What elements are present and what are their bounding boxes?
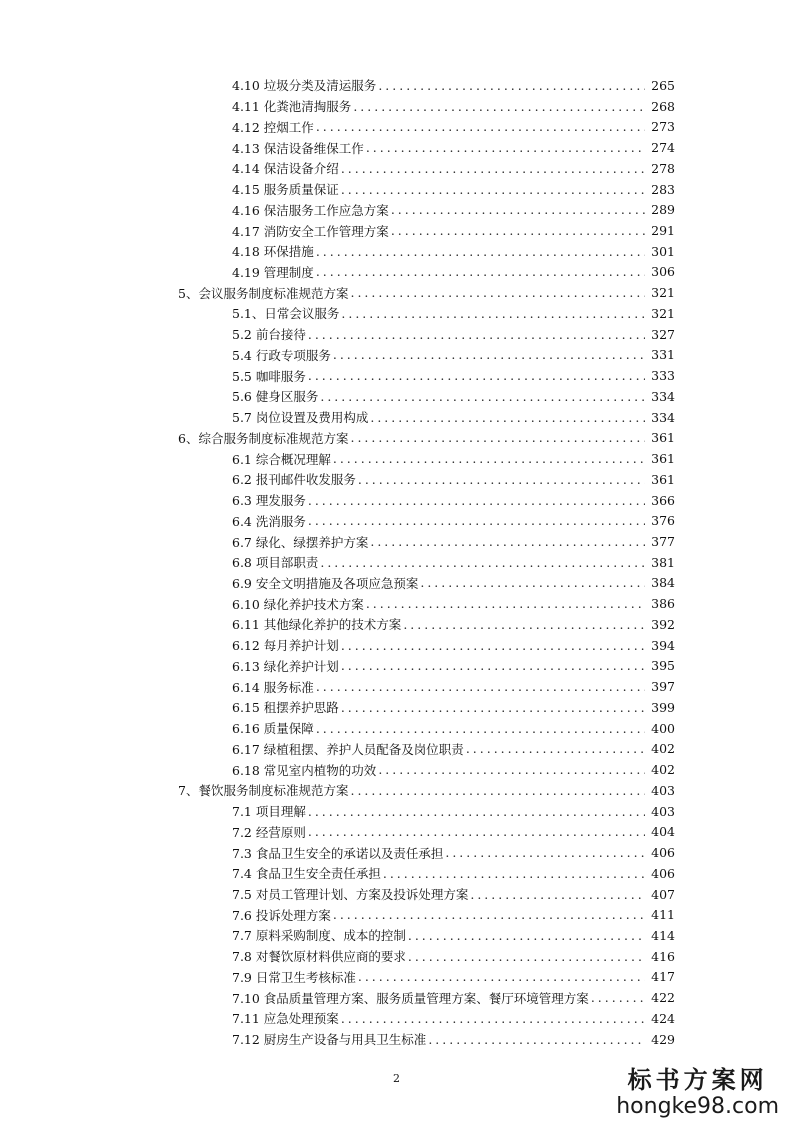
toc-entry-page: 268 [651, 98, 675, 114]
toc-section-entry[interactable] [0, 593, 793, 614]
toc-entry-title: 6.16 质量保障 [232, 721, 314, 737]
toc-section-entry[interactable] [0, 490, 793, 511]
toc-leader-dots [445, 845, 645, 860]
toc-section-entry[interactable] [0, 718, 793, 739]
toc-entry-page: 416 [651, 948, 675, 964]
toc-leader-dots [341, 658, 645, 673]
toc-entry-page: 386 [651, 596, 675, 612]
toc-entry-page: 402 [651, 762, 675, 778]
toc-entry-title: 6.11 其他绿化养护的技术方案 [232, 617, 402, 633]
toc-leader-dots [316, 119, 645, 134]
toc-section-entry[interactable] [0, 510, 793, 531]
toc-leader-dots [341, 306, 645, 321]
toc-entry-page: 403 [651, 803, 675, 819]
toc-entry-title: 6.17 绿植租摆、养护人员配备及岗位职责 [232, 741, 464, 757]
toc-entry-title: 6.7 绿化、绿摆养护方案 [232, 534, 369, 550]
toc-entry-title: 5.1、日常会议服务 [232, 306, 340, 322]
toc-entry-page: 327 [651, 326, 675, 342]
toc-chapter-entry[interactable] [0, 427, 793, 448]
toc-leader-dots [383, 866, 645, 881]
toc-entry-title: 4.13 保洁设备维保工作 [232, 140, 364, 156]
toc-section-entry[interactable] [0, 407, 793, 428]
toc-entry-title: 4.18 环保措施 [232, 244, 314, 260]
toc-leader-dots [320, 389, 645, 404]
toc-leader-dots [316, 679, 645, 694]
toc-entry-page: 397 [651, 679, 675, 695]
toc-section-entry[interactable] [0, 573, 793, 594]
toc-section-entry[interactable] [0, 801, 793, 822]
toc-section-entry[interactable] [0, 448, 793, 469]
toc-chapter-entry[interactable] [0, 282, 793, 303]
toc-leader-dots [341, 161, 645, 176]
toc-entry-page: 424 [651, 1010, 675, 1026]
toc-entry-title: 7、餐饮服务制度标准规范方案 [178, 783, 349, 799]
toc-entry-page: 392 [651, 616, 675, 632]
toc-entry-page: 301 [651, 243, 675, 259]
toc-leader-dots [350, 430, 645, 445]
toc-leader-dots [366, 596, 645, 611]
toc-leader-dots [378, 762, 645, 777]
toc-section-entry[interactable] [0, 925, 793, 946]
toc-entry-title: 6.1 综合概况理解 [232, 451, 331, 467]
toc-leader-dots [316, 264, 645, 279]
table-of-contents [0, 75, 793, 1050]
toc-entry-page: 411 [651, 907, 675, 923]
toc-section-entry[interactable] [0, 531, 793, 552]
toc-entry-title: 4.12 控烟工作 [232, 119, 314, 135]
toc-entry-page: 429 [651, 1031, 675, 1047]
toc-section-entry[interactable] [0, 241, 793, 262]
toc-entry-title: 5、会议服务制度标准规范方案 [178, 285, 349, 301]
toc-entry-title: 6.2 报刊邮件收发服务 [232, 472, 356, 488]
toc-leader-dots [370, 410, 645, 425]
toc-leader-dots [350, 783, 645, 798]
toc-entry-page: 333 [651, 368, 675, 384]
toc-section-entry[interactable] [0, 904, 793, 925]
toc-leader-dots [366, 140, 645, 155]
toc-entry-page: 366 [651, 492, 675, 508]
toc-entry-title: 7.1 项目理解 [232, 804, 306, 820]
toc-entry-page: 289 [651, 202, 675, 218]
toc-entry-page: 402 [651, 741, 675, 757]
toc-entry-page: 400 [651, 720, 675, 736]
toc-entry-title: 7.2 经营原则 [232, 824, 306, 840]
toc-entry-title: 4.15 服务质量保证 [232, 182, 339, 198]
toc-section-entry[interactable] [0, 697, 793, 718]
toc-entry-page: 291 [651, 223, 675, 238]
toc-entry-page: 321 [651, 305, 675, 321]
toc-entry-title: 5.5 咖啡服务 [232, 368, 306, 384]
toc-section-entry[interactable] [0, 987, 793, 1008]
toc-entry-title: 6.8 项目部职责 [232, 555, 319, 571]
toc-entry-page: 384 [651, 575, 675, 591]
toc-section-entry[interactable] [0, 116, 793, 137]
toc-section-entry[interactable] [0, 158, 793, 179]
toc-entry-page: 273 [651, 119, 675, 135]
toc-entry-page: 361 [651, 451, 675, 467]
toc-entry-page: 395 [651, 658, 675, 674]
toc-leader-dots [591, 990, 645, 1005]
toc-leader-dots [341, 182, 645, 197]
toc-entry-page: 334 [651, 388, 675, 404]
toc-leader-dots [408, 949, 645, 964]
toc-leader-dots [358, 969, 645, 984]
toc-entry-title: 6、综合服务制度标准规范方案 [178, 430, 349, 446]
toc-leader-dots [466, 741, 645, 756]
toc-entry-page: 407 [651, 886, 675, 902]
toc-entry-title: 4.19 管理制度 [232, 264, 314, 280]
toc-entry-page: 321 [651, 285, 675, 301]
toc-entry-page: 334 [651, 409, 675, 425]
toc-section-entry[interactable] [0, 1029, 793, 1050]
toc-entry-page: 403 [651, 782, 675, 798]
toc-entry-page: 376 [651, 513, 675, 529]
toc-entry-title: 7.12 厨房生产设备与用具卫生标准 [232, 1032, 427, 1048]
page-number: 2 [393, 1072, 400, 1085]
toc-section-entry[interactable] [0, 324, 793, 345]
toc-section-entry[interactable] [0, 469, 793, 490]
toc-section-entry[interactable] [0, 1008, 793, 1029]
toc-leader-dots [391, 223, 645, 238]
toc-section-entry[interactable] [0, 614, 793, 635]
toc-section-entry[interactable] [0, 842, 793, 863]
toc-entry-page: 377 [651, 534, 675, 550]
toc-chapter-entry[interactable] [0, 780, 793, 801]
toc-leader-dots [341, 1011, 645, 1026]
toc-entry-title: 6.4 洗消服务 [232, 513, 306, 529]
toc-entry-page: 417 [651, 969, 675, 985]
toc-entry-page: 414 [651, 927, 675, 943]
toc-entry-page: 422 [651, 990, 675, 1006]
toc-section-entry[interactable] [0, 884, 793, 905]
toc-entry-page: 394 [651, 637, 675, 653]
toc-entry-title: 4.14 保洁设备介绍 [232, 161, 339, 177]
toc-leader-dots [308, 513, 645, 528]
toc-section-entry[interactable] [0, 365, 793, 386]
toc-leader-dots [308, 368, 645, 383]
toc-section-entry[interactable] [0, 345, 793, 366]
toc-leader-dots [378, 78, 645, 93]
toc-section-entry[interactable] [0, 303, 793, 324]
toc-entry-title: 4.17 消防安全工作管理方案 [232, 223, 389, 239]
toc-leader-dots [308, 493, 645, 508]
toc-leader-dots [316, 244, 645, 259]
toc-entry-page: 306 [651, 264, 675, 280]
toc-entry-page: 399 [651, 699, 675, 715]
toc-entry-title: 6.9 安全文明措施及各项应急预案 [232, 575, 419, 591]
toc-section-entry[interactable] [0, 656, 793, 677]
toc-entry-title: 7.9 日常卫生考核标准 [232, 969, 356, 985]
toc-entry-page: 361 [651, 430, 675, 446]
toc-entry-title: 4.10 垃圾分类及清运服务 [232, 78, 377, 94]
toc-section-entry[interactable] [0, 635, 793, 656]
toc-leader-dots [420, 575, 645, 590]
toc-leader-dots [370, 534, 645, 549]
toc-section-entry[interactable] [0, 96, 793, 117]
toc-entry-title: 5.7 岗位设置及费用构成 [232, 410, 369, 426]
toc-section-entry[interactable] [0, 946, 793, 967]
toc-entry-title: 7.7 原料采购制度、成本的控制 [232, 928, 406, 944]
toc-section-entry[interactable] [0, 137, 793, 158]
toc-section-entry[interactable] [0, 739, 793, 760]
toc-leader-dots [341, 700, 645, 715]
toc-entry-title: 6.18 常见室内植物的功效 [232, 762, 377, 778]
toc-entry-title: 6.15 租摆养护思路 [232, 700, 339, 716]
toc-section-entry[interactable] [0, 863, 793, 884]
toc-entry-title: 7.5 对员工管理计划、方案及投诉处理方案 [232, 887, 469, 902]
toc-entry-page: 381 [651, 554, 675, 570]
toc-entry-page: 274 [651, 140, 675, 156]
toc-leader-dots [333, 907, 645, 922]
toc-entry-title: 7.4 食品卫生安全责任承担 [232, 866, 381, 882]
toc-section-entry[interactable] [0, 179, 793, 200]
toc-section-entry[interactable] [0, 759, 793, 780]
toc-leader-dots [428, 1032, 645, 1047]
toc-entry-title: 6.3 理发服务 [232, 493, 306, 509]
toc-section-entry[interactable] [0, 821, 793, 842]
toc-section-entry[interactable] [0, 676, 793, 697]
toc-entry-title: 6.10 绿化养护技术方案 [232, 596, 364, 612]
toc-section-entry[interactable] [0, 75, 793, 96]
toc-leader-dots [316, 721, 645, 736]
toc-leader-dots [408, 928, 645, 943]
toc-leader-dots [470, 887, 645, 902]
toc-entry-title: 7.10 食品质量管理方案、服务质量管理方案、餐厅环境管理方案 [232, 990, 589, 1006]
toc-section-entry[interactable] [0, 220, 793, 241]
toc-leader-dots [308, 327, 645, 342]
toc-entry-title: 4.11 化粪池清掏服务 [232, 99, 352, 115]
toc-entry-title: 7.6 投诉处理方案 [232, 907, 331, 923]
toc-leader-dots [353, 99, 645, 114]
toc-leader-dots [391, 202, 645, 217]
toc-section-entry[interactable] [0, 199, 793, 220]
toc-entry-page: 278 [651, 160, 675, 176]
toc-leader-dots [333, 451, 645, 466]
toc-leader-dots [358, 472, 645, 487]
toc-entry-title: 6.12 每月养护计划 [232, 638, 339, 654]
toc-entry-page: 265 [651, 77, 675, 93]
toc-entry-title: 5.4 行政专项服务 [232, 347, 331, 363]
toc-leader-dots [308, 804, 645, 819]
toc-entry-title: 7.11 应急处理预案 [232, 1011, 339, 1027]
toc-section-entry[interactable] [0, 967, 793, 988]
toc-entry-page: 361 [651, 471, 675, 487]
toc-entry-title: 6.13 绿化养护计划 [232, 658, 339, 674]
toc-section-entry[interactable] [0, 262, 793, 283]
watermark-logo [616, 1066, 779, 1120]
toc-entry-page: 406 [651, 845, 675, 861]
toc-leader-dots [341, 638, 645, 653]
toc-entry-page: 331 [651, 347, 675, 363]
toc-leader-dots [403, 617, 645, 632]
toc-entry-title: 7.3 食品卫生安全的承诺以及责任承担 [232, 845, 444, 861]
toc-entry-page: 404 [651, 824, 675, 840]
toc-section-entry[interactable] [0, 552, 793, 573]
watermark-url: hongke98.com [616, 1094, 779, 1119]
toc-leader-dots [350, 285, 645, 300]
toc-entry-title: 4.16 保洁服务工作应急方案 [232, 202, 389, 218]
toc-entry-title: 5.2 前台接待 [232, 327, 306, 343]
toc-leader-dots [320, 555, 645, 570]
toc-entry-title: 6.14 服务标准 [232, 679, 314, 695]
toc-entry-title: 5.6 健身区服务 [232, 389, 319, 405]
toc-section-entry[interactable] [0, 386, 793, 407]
toc-entry-title: 7.8 对餐饮原材料供应商的要求 [232, 949, 406, 965]
toc-entry-page: 406 [651, 865, 675, 881]
toc-leader-dots [333, 347, 645, 362]
watermark-title: 标书方案网 [627, 1066, 768, 1094]
toc-entry-page: 283 [651, 181, 675, 197]
toc-leader-dots [308, 824, 645, 839]
